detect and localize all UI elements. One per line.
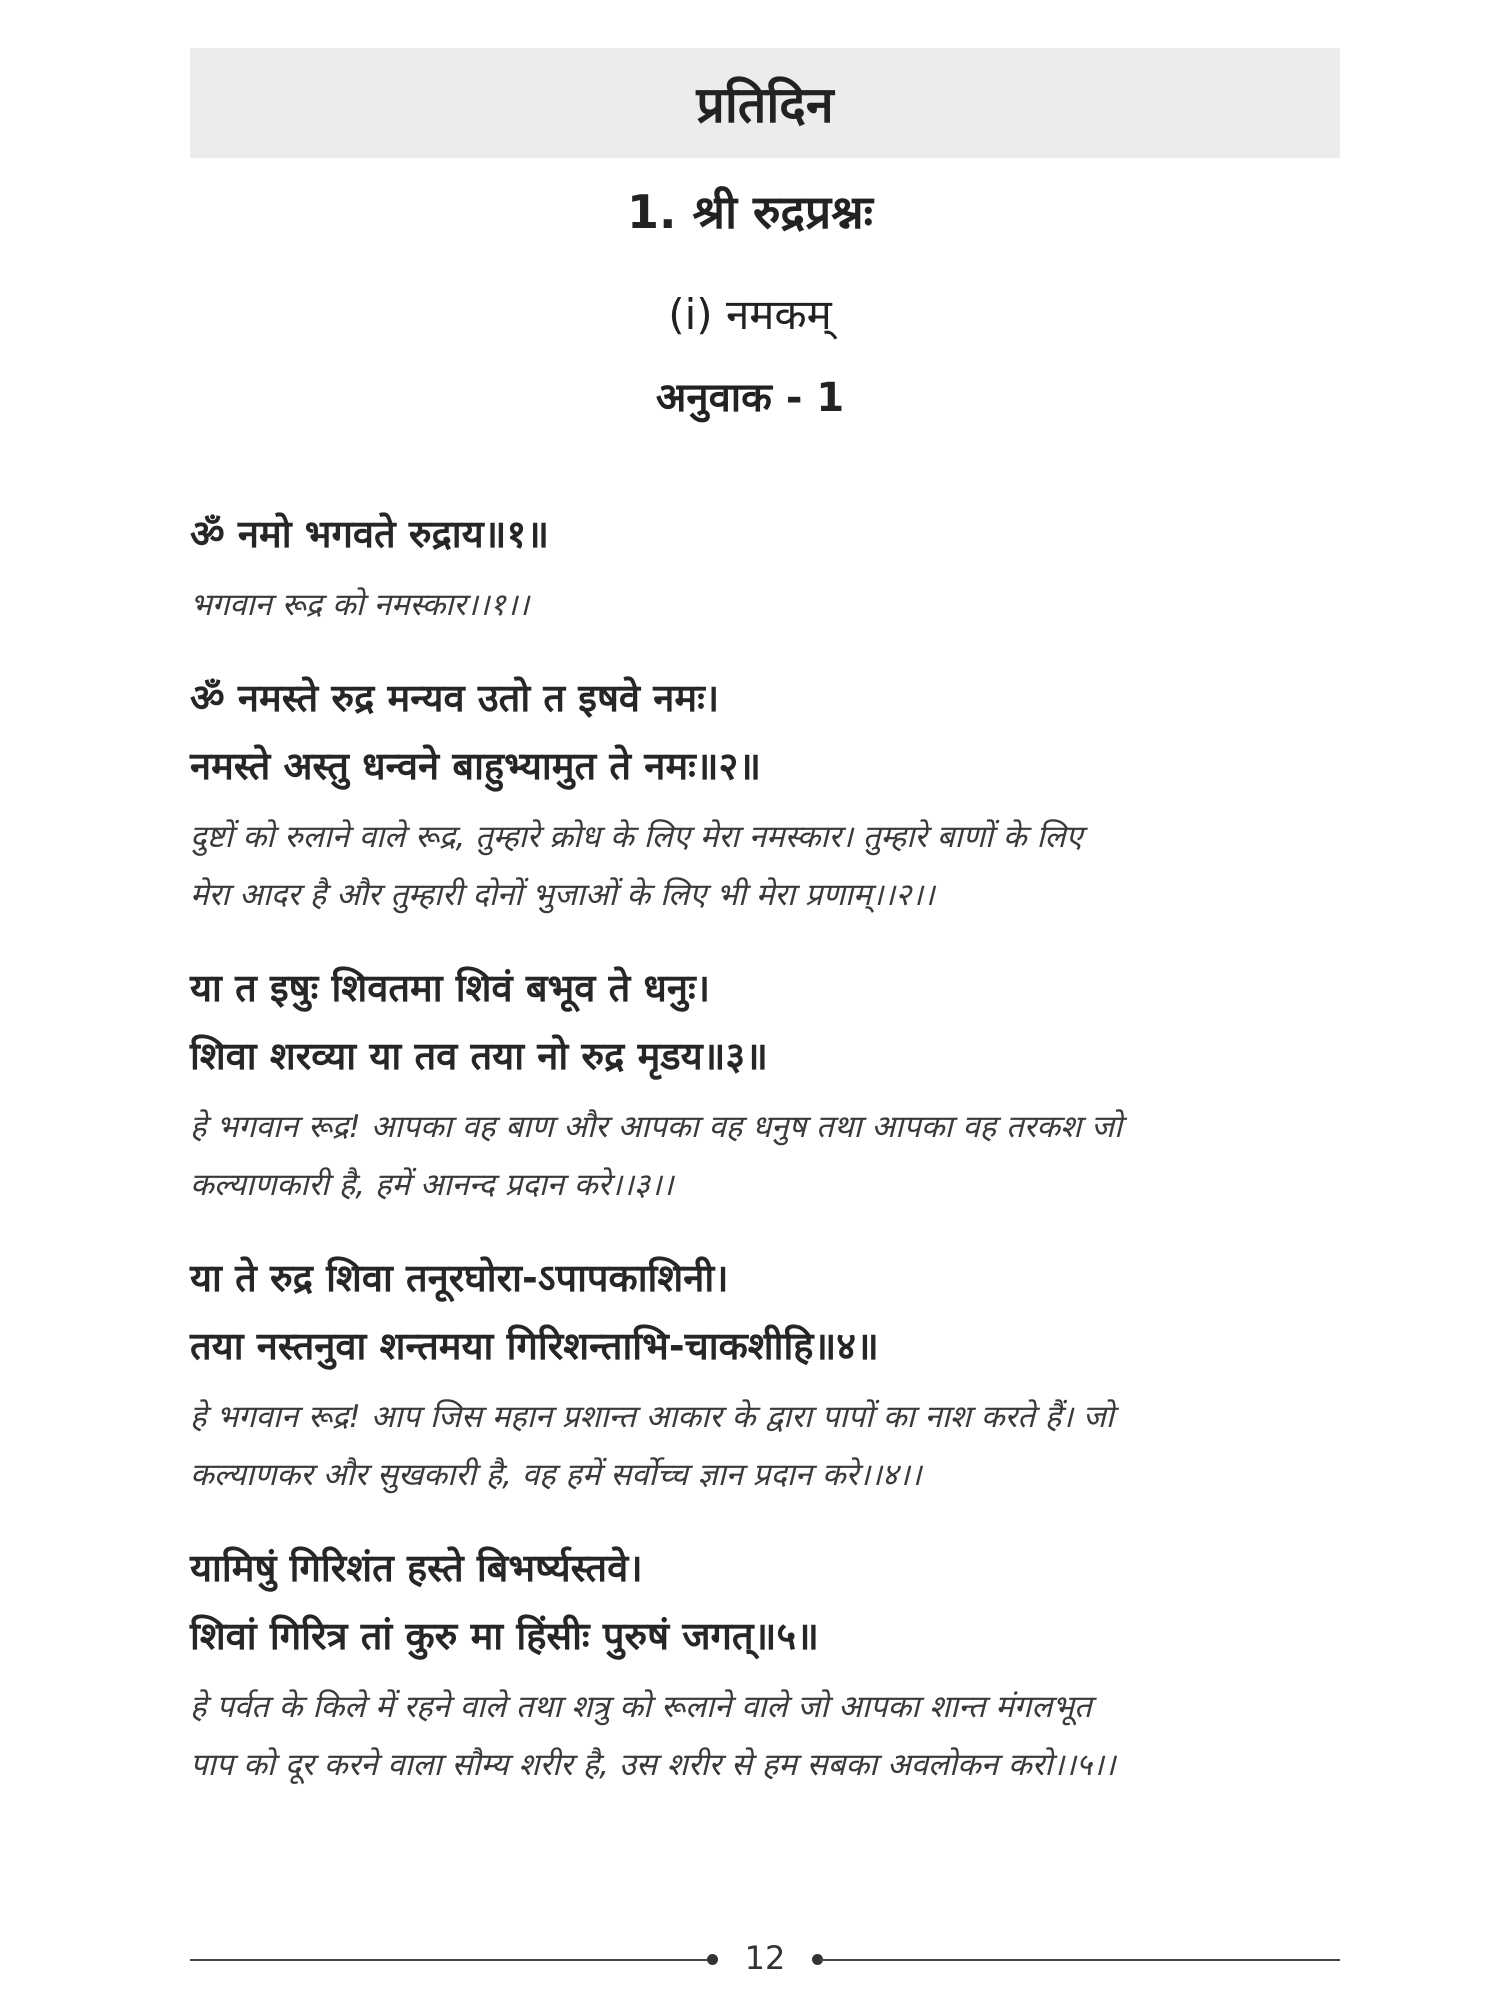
translation-line: हे पर्वत के किले में रहने वाले तथा शत्रु को रूलाने वाले जो आपका शान्त मंगलभूत <box>190 1689 1092 1725</box>
verse-line: ॐ नमस्ते रुद्र मन्यव उतो त इषवे नमः। <box>190 676 720 720</box>
translation-1 <box>190 576 1350 634</box>
footer-rule-left <box>190 1959 710 1961</box>
translation-line: हे भगवान रूद्र! आपका वह बाण और आपका वह धनुष तथा आपका वह तरकश जो <box>190 1109 1123 1145</box>
verse-line: या त इषुः शिवतमा शिवं बभूव ते धनुः। <box>190 966 711 1010</box>
verse-line: नमस्ते अस्तु धन्वने बाहुभ्यामुत ते नमः॥२॥ <box>190 744 762 788</box>
translation-line: हे भगवान रूद्र! आप जिस महान प्रशान्त आकार के द्वारा पापों का नाश करते हैं। जो <box>190 1399 1114 1435</box>
verse-line: यामिषुं गिरिशंत हस्ते बिभर्ष्यस्तवे। <box>190 1546 643 1590</box>
verse-3 <box>190 954 1350 1090</box>
translation-line: भगवान रूद्र को नमस्कार।।१।। <box>190 587 530 623</box>
verses-content <box>190 500 1350 1824</box>
verse-line: तया नस्तनुवा शन्तमया गिरिशन्ताभि-चाकशीहि॥४॥ <box>190 1324 879 1368</box>
verse-line: या ते रुद्र शिवा तनूरघोरा-ऽपापकाशिनी। <box>190 1256 729 1300</box>
translation-4 <box>190 1388 1350 1504</box>
verse-line: शिवां गिरित्र तां कुरु मा हिंसीः पुरुषं जगत्॥५॥ <box>190 1614 819 1658</box>
banner-title: प्रतिदिन <box>696 76 834 134</box>
subsection-title: (i) नमकम् <box>668 290 832 339</box>
page-footer <box>190 1935 1340 1985</box>
verse-line: शिवा शरव्या या तव तया नो रुद्र मृडय॥३॥ <box>190 1034 768 1078</box>
verse-4 <box>190 1244 1350 1380</box>
verse-2 <box>190 664 1350 800</box>
page-header-banner <box>190 48 1340 158</box>
anuvaka-title: अनुवाक - 1 <box>655 375 845 421</box>
translation-2 <box>190 808 1350 924</box>
verse-5 <box>190 1534 1350 1670</box>
translation-line: मेरा आदर है और तुम्हारी दोनों भुजाओं के लिए भी मेरा प्रणाम्।।२।। <box>190 877 935 913</box>
page-number: 12 <box>744 1939 786 1977</box>
footer-rule-right <box>820 1959 1340 1961</box>
translation-5 <box>190 1678 1350 1794</box>
verse-1 <box>190 500 1350 568</box>
translation-3 <box>190 1098 1350 1214</box>
translation-line: पाप को दूर करने वाला सौम्य शरीर है, उस शरीर से हम सबका अवलोकन करो।।५।। <box>190 1747 1116 1783</box>
footer-dot-left <box>707 1954 718 1965</box>
verse-line: ॐ नमो भगवते रुद्राय॥१॥ <box>190 512 549 556</box>
translation-line: कल्याणकारी है, हमें आनन्द प्रदान करे।।३।। <box>190 1167 674 1203</box>
translation-line: दुष्टों को रुलाने वाले रूद्र, तुम्हारे क्रोध के लिए मेरा नमस्कार। तुम्हारे बाणों के लिए <box>190 819 1083 855</box>
translation-line: कल्याणकर और सुखकारी है, वह हमें सर्वोच्च ज्ञान प्रदान करे।।४।। <box>190 1457 922 1493</box>
section-title: 1. श्री रुद्रप्रश्नः <box>627 185 873 239</box>
